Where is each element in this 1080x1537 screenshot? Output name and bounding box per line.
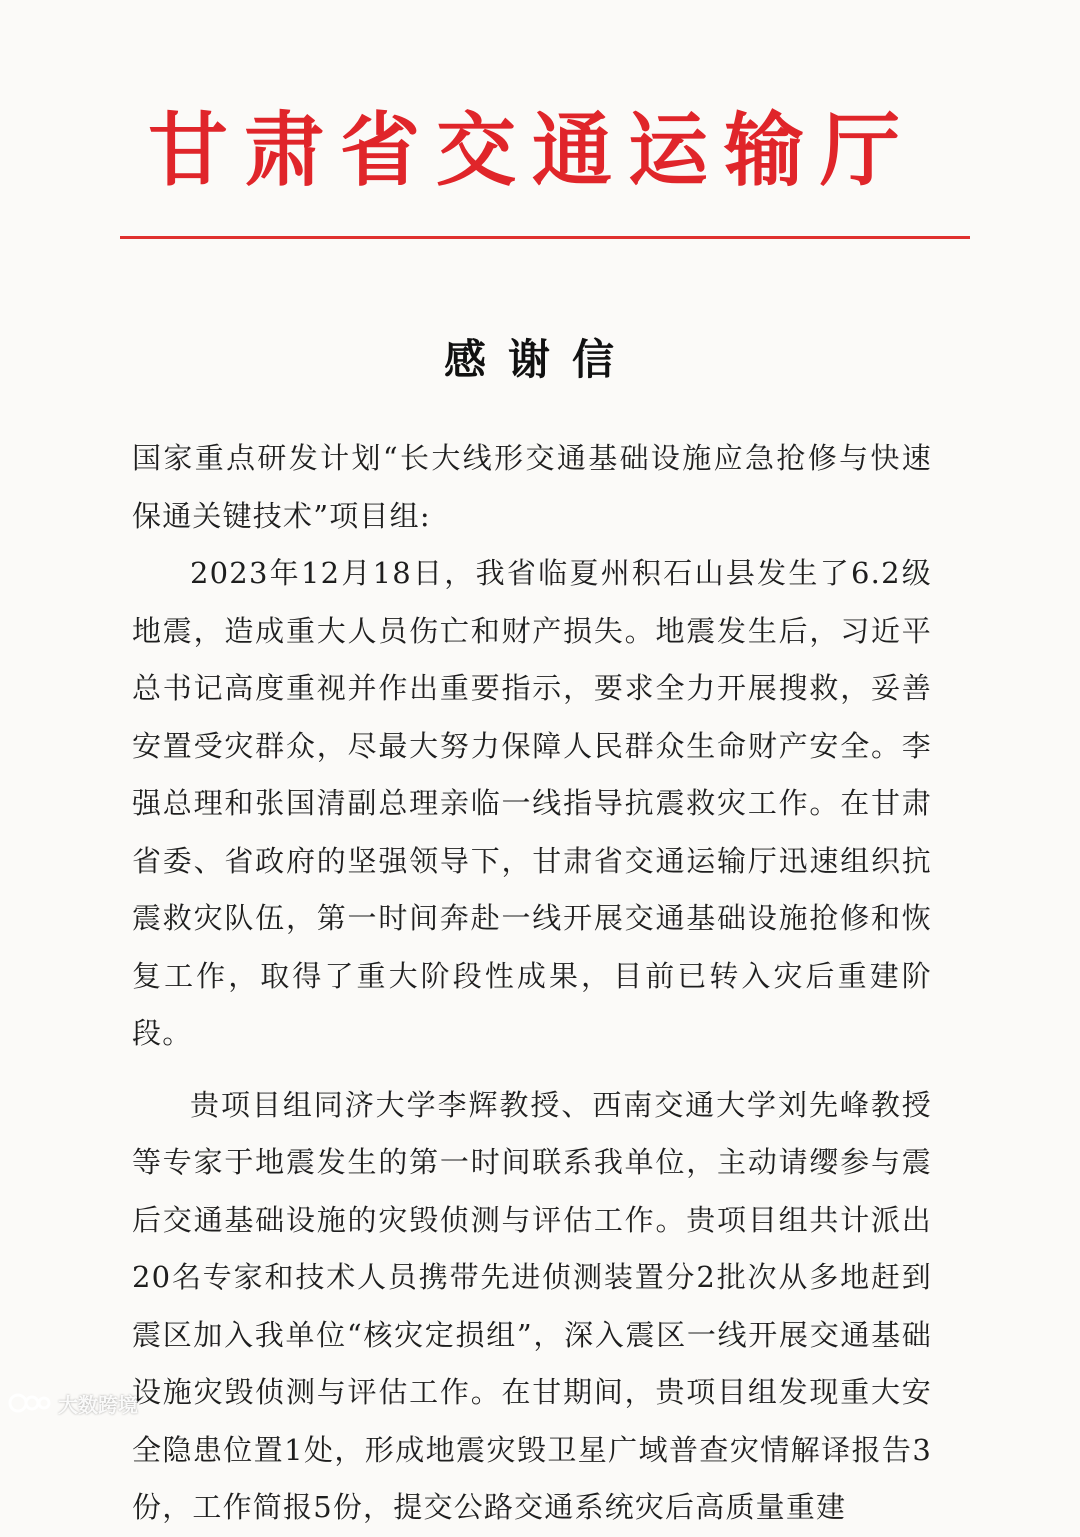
document-title: 感谢信 [443, 335, 636, 384]
letterhead-red-rule [120, 236, 970, 239]
watermark [8, 1388, 138, 1418]
letter-body [132, 430, 932, 1537]
paragraph-1: 2023年12月18日，我省临夏州积石山县发生了6.2级地震，造成重大人员伤亡和财产损失。地震发生后，习近平总书记高度重视并作出重要指示，要求全力开展搜救，妥善安置受灾群众，尽最大努力保障人民群众生命财产安全。李强总理和张国清副总理亲临一线指导抗震救灾工作。在甘肃省委、省政府的坚强领导下，甘肃省交通运输厅迅速组织抗震救灾队伍，第一时间奔赴一线开展交通基础设施抢修和恢复工作，取得了重大阶段性成果，目前已转入灾后重建阶段。 [132, 556, 932, 1050]
letterhead-org-name: 甘肃省交通运输厅 [148, 104, 916, 197]
salutation: 国家重点研发计划“长大线形交通基础设施应急抢修与快速保通关键技术”项目组: [132, 441, 932, 533]
paragraph-2: 贵项目组同济大学李辉教授、西南交通大学刘先峰教授等专家于地震发生的第一时间联系我单位，主动请缨参与震后交通基础设施的灾毁侦测与评估工作。贵项目组共计派出20名专家和技术人员携带先进侦测装置分2批次从多地赶到震区加入我单位“核灾定损组”，深入震区一线开展交通基础设施灾毁侦测与评估工作。在甘期间，贵项目组发现重大安全隐患位置1处，形成地震灾毁卫星广域普查灾情解译报告3份，工作简报5份，提交公路交通系统灾后高质量重建 [132, 1087, 932, 1524]
brand-logo-icon [8, 1391, 52, 1415]
watermark-text: 大数跨境 [58, 1392, 138, 1417]
